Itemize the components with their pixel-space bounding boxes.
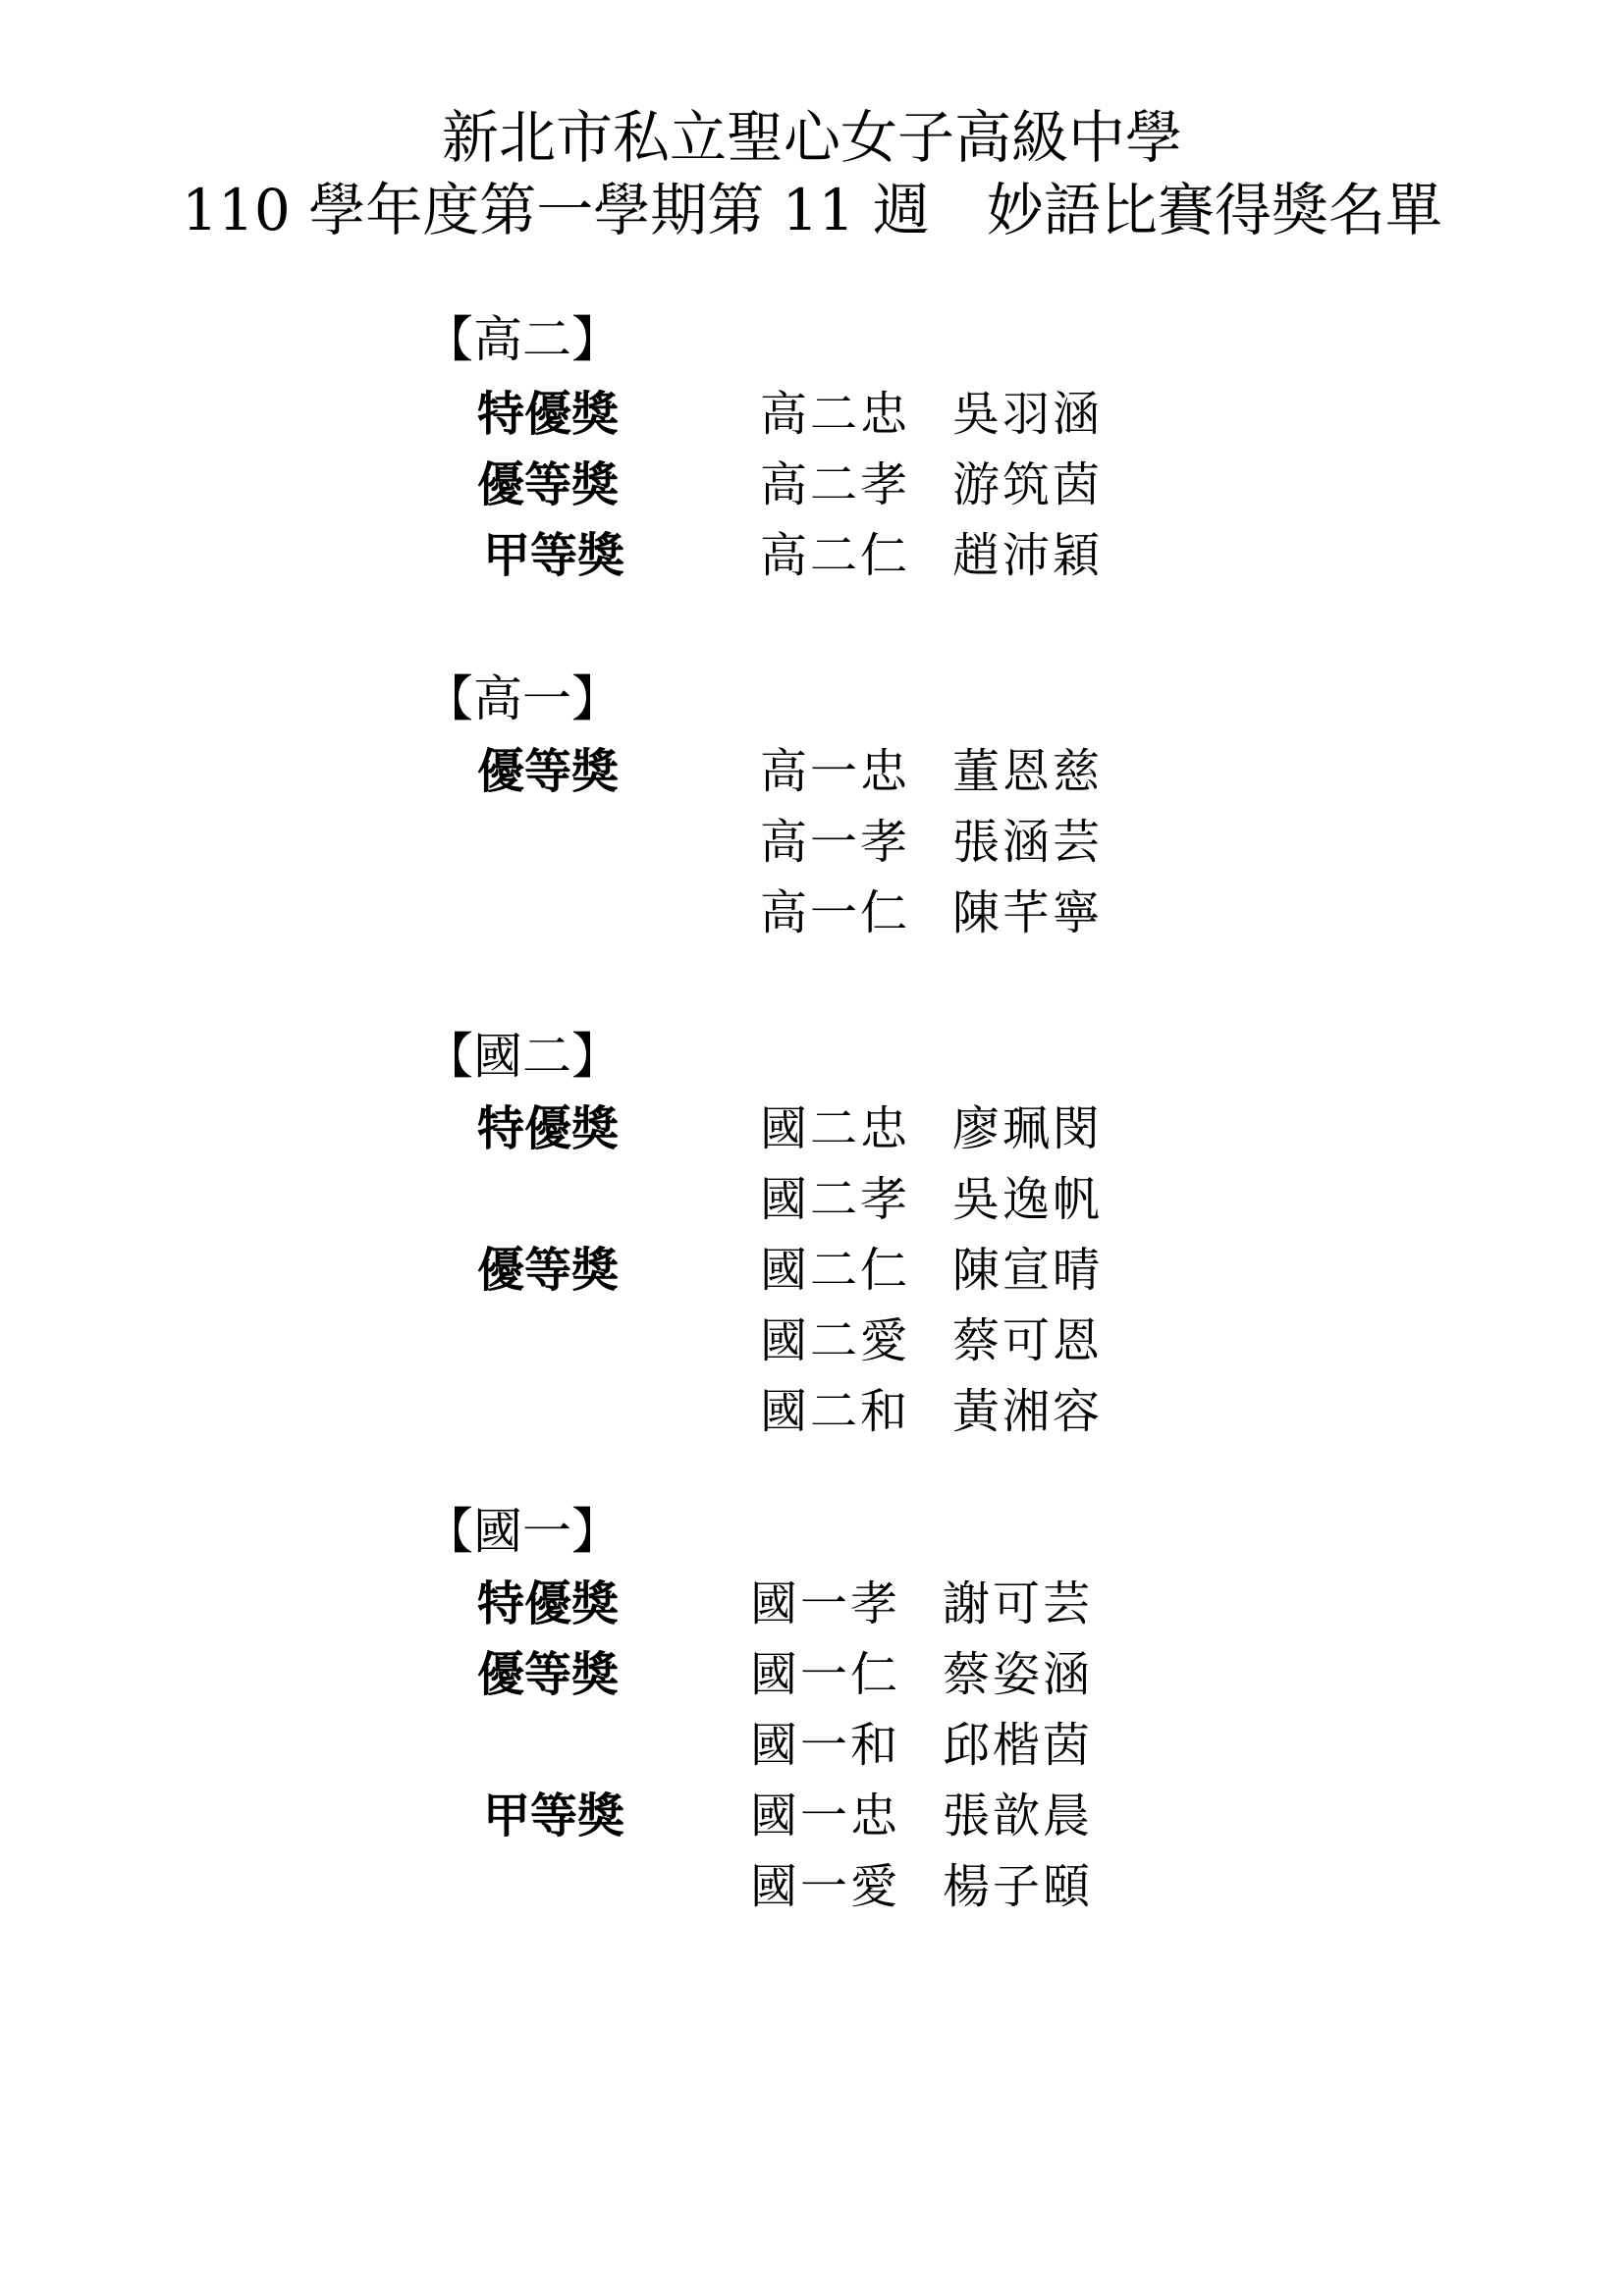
section-label-junior-2: 【國二】 [424, 1028, 621, 1085]
student-name: 吳逸帆 [952, 1172, 1104, 1227]
student-name: 陳宣晴 [952, 1243, 1104, 1298]
student-name: 謝可芸 [943, 1576, 1094, 1631]
award-label: 甲等獎 [483, 528, 625, 583]
award-label: 特優獎 [477, 387, 620, 442]
section-label-junior-1: 【國一】 [424, 1503, 621, 1560]
student-name: 董恩慈 [952, 744, 1104, 799]
student-name: 邱楷茵 [943, 1718, 1094, 1773]
class-name: 國二仁 [760, 1243, 911, 1298]
award-label: 優等獎 [477, 1647, 620, 1702]
student-name: 陳芊寧 [952, 885, 1104, 940]
class-name: 高二忠 [760, 387, 911, 442]
class-name: 國二忠 [760, 1101, 911, 1156]
class-name: 國二愛 [760, 1313, 911, 1368]
class-name: 國一愛 [750, 1859, 901, 1914]
class-name: 高二孝 [760, 457, 911, 512]
student-name: 蔡可恩 [952, 1313, 1104, 1368]
student-name: 吳羽涵 [952, 387, 1104, 442]
student-name: 張涵芸 [952, 815, 1104, 870]
student-name: 趙沛穎 [952, 528, 1104, 583]
document-subtitle: 110 學年度第一學期第 11 週 妙語比賽得獎名單 [182, 177, 1442, 243]
class-name: 國二孝 [760, 1172, 911, 1227]
award-label: 優等獎 [477, 1243, 620, 1298]
section-label-senior-2: 【高二】 [424, 311, 621, 368]
award-label: 優等獎 [477, 457, 620, 512]
class-name: 國一和 [750, 1718, 901, 1773]
student-name: 廖珮閔 [952, 1101, 1104, 1156]
class-name: 國二和 [760, 1384, 911, 1439]
award-label: 甲等獎 [483, 1789, 625, 1843]
class-name: 國一忠 [750, 1789, 901, 1843]
class-name: 高二仁 [760, 528, 911, 583]
student-name: 張歆晨 [943, 1789, 1094, 1843]
award-label: 優等獎 [477, 744, 620, 799]
award-label: 特優獎 [477, 1101, 620, 1156]
student-name: 楊子頤 [943, 1859, 1094, 1914]
section-label-senior-1: 【高一】 [424, 670, 621, 727]
document-title: 新北市私立聖心女子高級中學 [441, 104, 1182, 171]
award-label: 特優獎 [477, 1576, 620, 1631]
class-name: 高一忠 [760, 744, 911, 799]
student-name: 黃湘容 [952, 1384, 1104, 1439]
class-name: 高一孝 [760, 815, 911, 870]
class-name: 國一孝 [750, 1576, 901, 1631]
class-name: 高一仁 [760, 885, 911, 940]
student-name: 蔡姿涵 [943, 1647, 1094, 1702]
class-name: 國一仁 [750, 1647, 901, 1702]
student-name: 游筑茵 [952, 457, 1104, 512]
